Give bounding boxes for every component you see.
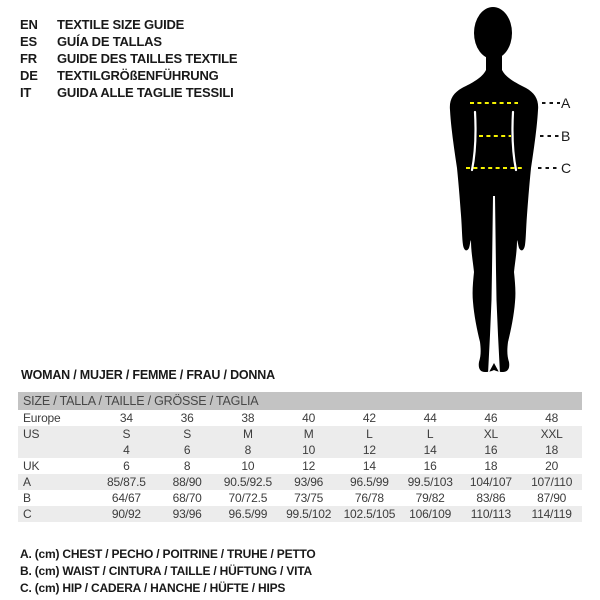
size-cell: 70/72.5 xyxy=(228,491,268,505)
language-code: FR xyxy=(20,51,37,66)
size-cell: S xyxy=(157,426,218,442)
size-cell: 12 xyxy=(339,442,400,458)
size-cell: 44 xyxy=(423,411,437,425)
size-table-row xyxy=(18,490,582,506)
size-cell: 8 xyxy=(218,442,279,458)
size-cell: 96.5/99 xyxy=(339,474,400,490)
size-cell: 93/96 xyxy=(278,474,339,490)
woman-silhouette-figure xyxy=(430,0,600,380)
language-title-list xyxy=(20,16,237,101)
language-title: GUIDE DES TAILLES TEXTILE xyxy=(57,51,238,66)
language-title: TEXTILGRÖßENFÜHRUNG xyxy=(57,68,219,83)
size-cell: 99.5/102 xyxy=(278,506,339,522)
size-cell: M xyxy=(218,426,279,442)
woman-silhouette-icon xyxy=(430,0,600,380)
legend-line: A. (cm) CHEST / PECHO / POITRINE / TRUHE / PETTO xyxy=(20,547,316,561)
language-code: ES xyxy=(20,34,37,49)
size-cell: 14 xyxy=(400,442,461,458)
size-cell: 36 xyxy=(180,411,194,425)
size-cell: 96.5/99 xyxy=(218,506,279,522)
size-cell: 18 xyxy=(521,442,582,458)
size-row-label: UK xyxy=(23,459,40,473)
size-cell: 42 xyxy=(362,411,376,425)
size-cell: 14 xyxy=(362,459,376,473)
size-cell: 20 xyxy=(545,459,559,473)
size-table-row xyxy=(18,506,582,522)
measure-marker-label: A xyxy=(561,95,571,111)
size-cell: 10 xyxy=(278,442,339,458)
size-cell: 88/90 xyxy=(157,474,218,490)
size-table-row xyxy=(18,426,582,442)
size-cell: 99.5/103 xyxy=(400,474,461,490)
size-table-row xyxy=(18,442,582,458)
size-row-label: A xyxy=(18,474,96,490)
size-cell: XL xyxy=(461,426,522,442)
size-table xyxy=(18,392,582,522)
size-cell: 64/67 xyxy=(111,491,141,505)
size-cell: 38 xyxy=(241,411,255,425)
measure-marker-label: C xyxy=(561,160,572,176)
size-cell: 6 xyxy=(157,442,218,458)
size-table-row xyxy=(18,458,582,474)
size-cell: 79/82 xyxy=(415,491,445,505)
size-cell: 90.5/92.5 xyxy=(218,474,279,490)
language-title: GUIDA ALLE TAGLIE TESSILI xyxy=(57,85,234,100)
size-cell: L xyxy=(400,426,461,442)
language-title: GUÍA DE TALLAS xyxy=(57,34,162,49)
size-cell: 93/96 xyxy=(157,506,218,522)
size-cell: 83/86 xyxy=(476,491,506,505)
section-title: WOMAN / MUJER / FEMME / FRAU / DONNA xyxy=(21,368,275,382)
size-cell: 48 xyxy=(545,411,559,425)
size-table-header: SIZE / TALLA / TAILLE / GRÖSSE / TAGLIA xyxy=(18,392,582,410)
size-cell: 16 xyxy=(461,442,522,458)
size-row-label: C xyxy=(18,506,96,522)
size-cell: 68/70 xyxy=(172,491,202,505)
size-cell: 6 xyxy=(123,459,130,473)
size-cell: 110/113 xyxy=(461,506,522,522)
size-cell: XXL xyxy=(521,426,582,442)
size-cell: 85/87.5 xyxy=(96,474,157,490)
size-cell: 87/90 xyxy=(537,491,567,505)
measurement-legend xyxy=(20,546,316,597)
size-row-label: B xyxy=(23,491,31,505)
size-cell: 8 xyxy=(183,459,191,473)
size-cell: 102.5/105 xyxy=(339,506,400,522)
size-cell: S xyxy=(96,426,157,442)
size-cell: 114/119 xyxy=(521,506,582,522)
size-table-row xyxy=(18,410,582,426)
size-table-row xyxy=(18,474,582,490)
legend-line: C. (cm) HIP / CADERA / HANCHE / HÜFTE / HIPS xyxy=(20,581,286,595)
size-table-header-row xyxy=(18,392,582,410)
legend-line: B. (cm) WAIST / CINTURA / TAILLE / HÜFTUNG / VITA xyxy=(20,564,312,578)
size-cell: 18 xyxy=(484,459,498,473)
size-cell: 76/78 xyxy=(354,491,384,505)
size-cell: 10 xyxy=(241,459,255,473)
size-cell: L xyxy=(339,426,400,442)
language-row xyxy=(20,50,237,67)
language-row xyxy=(20,67,237,84)
language-row xyxy=(20,16,237,33)
language-code: IT xyxy=(20,85,32,100)
size-cell: 104/107 xyxy=(461,474,522,490)
size-cell: 4 xyxy=(96,442,157,458)
size-row-label: US xyxy=(18,426,96,442)
language-row xyxy=(20,84,237,101)
size-cell: 106/109 xyxy=(400,506,461,522)
size-cell: 46 xyxy=(484,411,498,425)
size-cell: 90/92 xyxy=(96,506,157,522)
size-row-label xyxy=(18,442,96,458)
language-code: EN xyxy=(20,17,38,32)
size-cell: 12 xyxy=(302,459,316,473)
language-title: TEXTILE SIZE GUIDE xyxy=(57,17,185,32)
measure-marker-label: B xyxy=(561,128,571,144)
size-cell: 34 xyxy=(119,411,133,425)
language-row xyxy=(20,33,237,50)
size-cell: 73/75 xyxy=(294,491,324,505)
size-cell: M xyxy=(278,426,339,442)
size-cell: 40 xyxy=(302,411,316,425)
size-row-label: Europe xyxy=(23,411,61,425)
size-cell: 107/110 xyxy=(521,474,582,490)
language-code: DE xyxy=(20,68,38,83)
size-cell: 16 xyxy=(423,459,437,473)
